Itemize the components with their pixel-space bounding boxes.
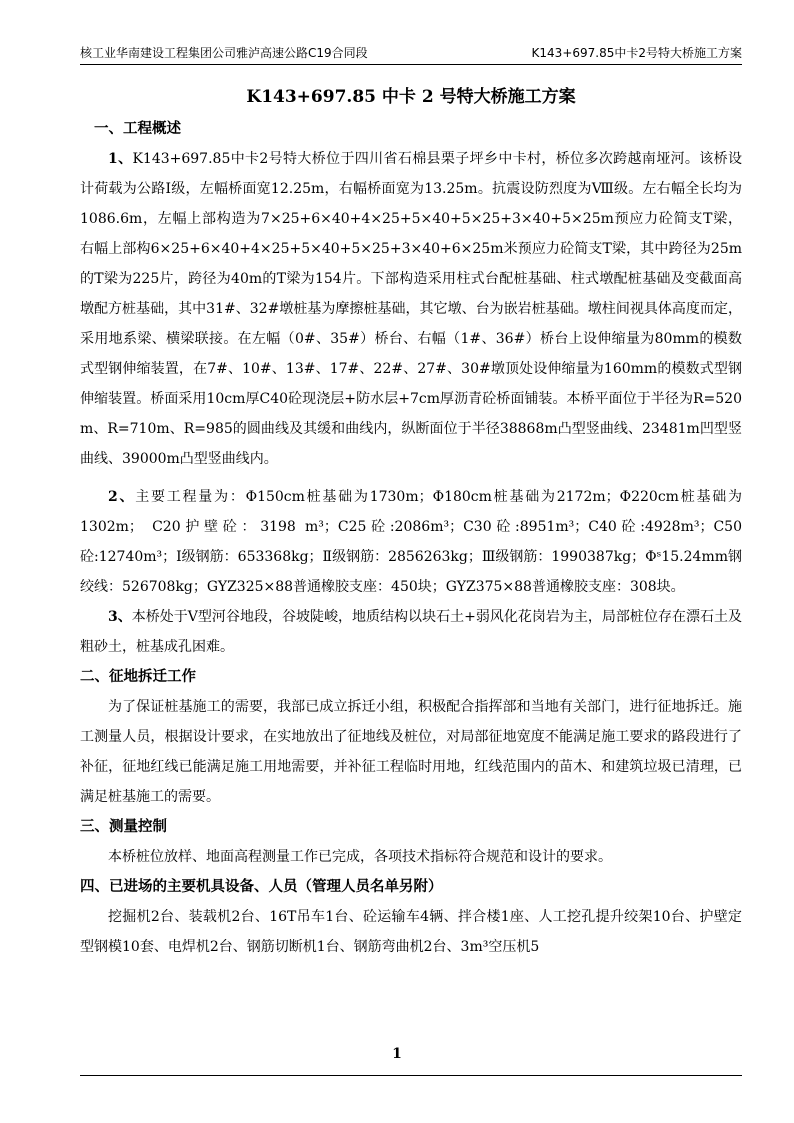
header-rule <box>80 64 742 65</box>
document-title: K143+697.85 中卡 2 号特大桥施工方案 <box>246 87 576 107</box>
paragraph-overview-2 <box>80 482 742 602</box>
page-number: 1 <box>392 1046 402 1062</box>
footer-rule <box>80 1075 742 1076</box>
paragraph-survey: 本桥桩位放样、地面高程测量工作已完成，各项技术指标符合规范和设计的要求。 <box>108 849 612 865</box>
paragraph-number: 1、 <box>108 151 133 167</box>
header-document-title: K143+697.85中卡2号特大桥施工方案 <box>531 46 742 60</box>
paragraph-text: 主要工程量为：Φ150cm桩基础为1730m；Φ180cm桩基础为2172m；Φ220cm桩基础为1302m； C20护壁砼：3198 m³；C25砼:2086m³；C30砼:8951m³；C40砼:4928m³；C50砼:12740m³；Ⅰ级钢筋：653368kg；Ⅱ级钢筋：2856263kg；Ⅲ级钢筋：1990387kg；Φˢ15.24mm钢绞线：526708kg；GYZ325×88普通橡胶支座：450块；GYZ375×88普通橡胶支座：308块。 <box>80 489 742 595</box>
paragraph-overview-3 <box>80 602 742 662</box>
header-project-name: 核工业华南建设工程集团公司雅泸高速公路C19合同段 <box>80 46 368 60</box>
paragraph-overview-1 <box>80 144 742 474</box>
heading-overview: 一、工程概述 <box>94 120 181 137</box>
document-body <box>80 80 742 962</box>
heading-land: 二、征地拆迁工作 <box>80 668 196 685</box>
paragraph-land: 为了保证桩基施工的需要，我部已成立拆迁小组，积极配合指挥部和当地有关部门，进行征地拆迁。施工测量人员，根据设计要求，在实地放出了征地线及桩位，对局部征地宽度不能满足施工要求的路段进行了补征，征地红线已能满足施工用地需要，并补征工程临时用地，红线范围内的苗木、和建筑垃圾已清理，已满足桩基施工的需要。 <box>80 699 742 805</box>
page-header <box>80 44 742 64</box>
paragraph-equipment: 挖掘机2台、装载机2台、16T吊车1台、砼运输车4辆、拌合楼1座、人工挖孔提升绞架10台、护壁定型钢模10套、电焊机2台、钢筋切断机1台、钢筋弯曲机2台、3m³空压机5 <box>80 909 742 955</box>
paragraph-number: 2、 <box>108 489 136 505</box>
paragraph-text: K143+697.85中卡2号特大桥位于四川省石棉县栗子坪乡中卡村，桥位多次跨越南垭河。该桥设计荷载为公路Ⅰ级，左幅桥面宽12.25m，右幅桥面宽为13.25m。抗震设防烈度为Ⅷ级。左右幅全长均为1086.6m，左幅上部构造为7×25+6×40+4×25+5×40+5×25+3×40+5×25m预应力砼简支T梁，右幅上部构6×25+6×40+4×25+5×40+5×25+3×40+6×25m米预应力砼简支T梁，其中跨径为25m的T梁为225片，跨径为40m的T梁为154片。下部构造采用柱式台配桩基础、柱式墩配桩基础及变截面高墩配方桩基础，其中31#、32#墩桩基为摩擦桩基础，其它墩、台为嵌岩桩基础。墩柱间视具体高度而定，采用地系梁、横梁联接。在左幅（0#、35#）桥台、右幅（1#、36#）桥台上设伸缩量为80mm的模数式型钢伸缩装置，在7#、10#、13#、17#、22#、27#、30#墩顶处设伸缩量为160mm的模数式型钢伸缩装置。桥面采用10cm厚C40砼现浇层+防水层+7cm厚沥青砼桥面铺装。本桥平面位于半径为R=520 m、R=710m、R=985的圆曲线及其缓和曲线内，纵断面位于半径38868m凸型竖曲线、23481m凹型竖曲线、39000m凸型竖曲线内。 <box>80 151 742 467</box>
paragraph-number: 3、 <box>108 609 132 625</box>
paragraph-text: 本桥处于V型河谷地段，谷坡陡峻，地质结构以块石土+弱风化花岗岩为主，局部桩位存在漂石土及粗砂土，桩基成孔困难。 <box>80 609 742 655</box>
heading-equipment: 四、已进场的主要机具设备、人员（管理人员名单另附） <box>80 878 443 895</box>
heading-survey: 三、测量控制 <box>80 818 167 835</box>
